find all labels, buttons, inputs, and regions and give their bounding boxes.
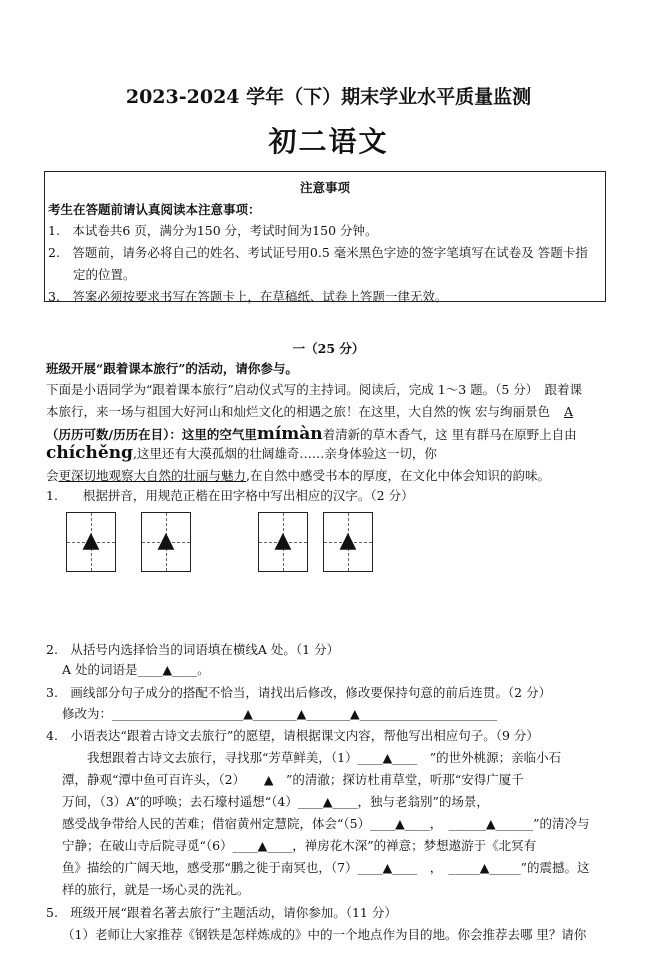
q4-line: 我想跟着古诗文去旅行，寻找那“芳草鲜美，（1）____▲____ ”的世外桃源；亲临小石 [62, 750, 562, 765]
triangle-icon: ▲ [339, 527, 357, 553]
q5-sub1: （1）老师让大家推荐《钢铁是怎样炼成的》中的一个地点作为目的地。你会推荐去哪 里？请你 [62, 927, 587, 942]
tianzige-box[interactable] [141, 512, 191, 572]
question-3: 3. 画线部分句子成分的搭配不恰当，请找出后修改，修改要保持句意的前后连贯。（2 分） [46, 685, 552, 700]
notice-item: 3. 答案必须按要求书写在答题卡上，在草稿纸、试卷上答题一律无效。 [48, 289, 448, 304]
question-1: 1. 根据拼音，用规范正楷在田字格中写出相应的汉字。（2 分） [46, 488, 414, 503]
triangle-icon: ▲ [274, 527, 292, 553]
notice-item: 2. 答题前，请务必将自己的姓名、考试证号用0.5 毫米黑色字迹的签字笔填写在试卷及 答题卡指 [48, 245, 588, 260]
exam-subject: 初二语文 [268, 125, 389, 158]
pinyin-miman: mímàn [256, 424, 323, 444]
triangle-icon: ▲ [82, 527, 100, 553]
passage-line [46, 402, 587, 420]
q4-line: 感受战争带给人民的苦难；借宿黄州定慧院，体会“（5）____▲____， ______▲______”的清冷与 [62, 816, 590, 831]
passage-text: 本旅行，来一场与祖国大好河山和灿烂文化的相遇之旅！在这里，大自然的恢 宏与绚丽景色 [46, 404, 550, 419]
triangle-icon: ▲ [157, 527, 175, 553]
underlined-sentence: 更深切地观察大自然的壮丽与魅力 [58, 468, 247, 483]
exam-title: 2023-2024 学年（下）期末学业水平质量监测 [125, 86, 532, 108]
passage-text: ,这里还有大漠孤烟的壮阔雄奇……亲身体验这一切，你 [132, 446, 437, 461]
notice-box [44, 171, 606, 302]
question-2: 2. 从括号内选择恰当的词语填在横线A 处。（1 分） [46, 642, 340, 657]
q3-answer-line[interactable]: 修改为：_____________________▲_______▲_______▲______________________ [62, 706, 498, 721]
blank-a: A [563, 404, 574, 419]
question-4: 4. 小语表达“跟着古诗文去旅行”的愿望，请根据课文内容，帮他写出相应句子。（9 分） [46, 728, 539, 743]
notice-heading: 注意事项 [299, 180, 350, 195]
q4-line: 样的旅行，就是一场心灵的洗礼。 [62, 882, 250, 897]
passage-text: （历历可数/历历在目）：这里的空气里 [46, 427, 257, 442]
passage-text: 会 [46, 468, 59, 483]
notice-item: 定的位置。 [48, 267, 136, 282]
pinyin-chicheng: chíchěng [46, 443, 133, 463]
tianzige-box[interactable] [66, 512, 116, 572]
passage-line [46, 466, 550, 484]
question-5: 5. 班级开展“跟着名著去旅行”主题活动，请你参加。（11 分） [46, 905, 397, 920]
q4-line: 鱼》描绘的广阔天地，感受那“鹏之徙于南冥也，（7）____▲____ ， _____▲_____”的震撼。这 [62, 860, 590, 875]
q4-line: 潭，静观“潭中鱼可百许头，（2） ▲ ”的清澈；探访杜甫草堂，听那“安得广厦千 [62, 772, 524, 787]
notice-intro: 考生在答题前请认真阅读本注意事项： [48, 202, 261, 217]
section-intro: 班级开展“跟着课本旅行”的活动，请你参与。 [46, 361, 298, 376]
notice-item: 1. 本试卷共6 页，满分为150 分，考试时间为150 分钟。 [48, 223, 378, 238]
passage-line [46, 424, 577, 444]
tianzige-box[interactable] [323, 512, 373, 572]
passage-line [46, 443, 437, 463]
q2-answer-line[interactable]: A 处的词语是____▲____。 [62, 662, 210, 677]
tianzige-box[interactable] [258, 512, 308, 572]
passage-text: ,在自然中感受书本的厚度，在文化中体会知识的韵味。 [246, 468, 551, 483]
passage-text: 着清新的草木香气，这 里有群马在原野上自由 [322, 427, 577, 442]
section-heading: 一（25 分） [292, 341, 365, 356]
q4-line: 万间，（3）A”的呼唤；去石壕村遥想“（4）____▲____，独与老翁别”的场景， [62, 794, 489, 809]
q4-line: 宁静；在破山寺后院寻觅“（6）____▲____，禅房花木深”的禅意；梦想遨游于《北冥有 [62, 838, 537, 853]
passage-line: 下面是小语同学为“跟着课本旅行”启动仪式写的主持词。阅读后，完成 1～3 题。（5 分） 跟着课 [46, 382, 583, 397]
